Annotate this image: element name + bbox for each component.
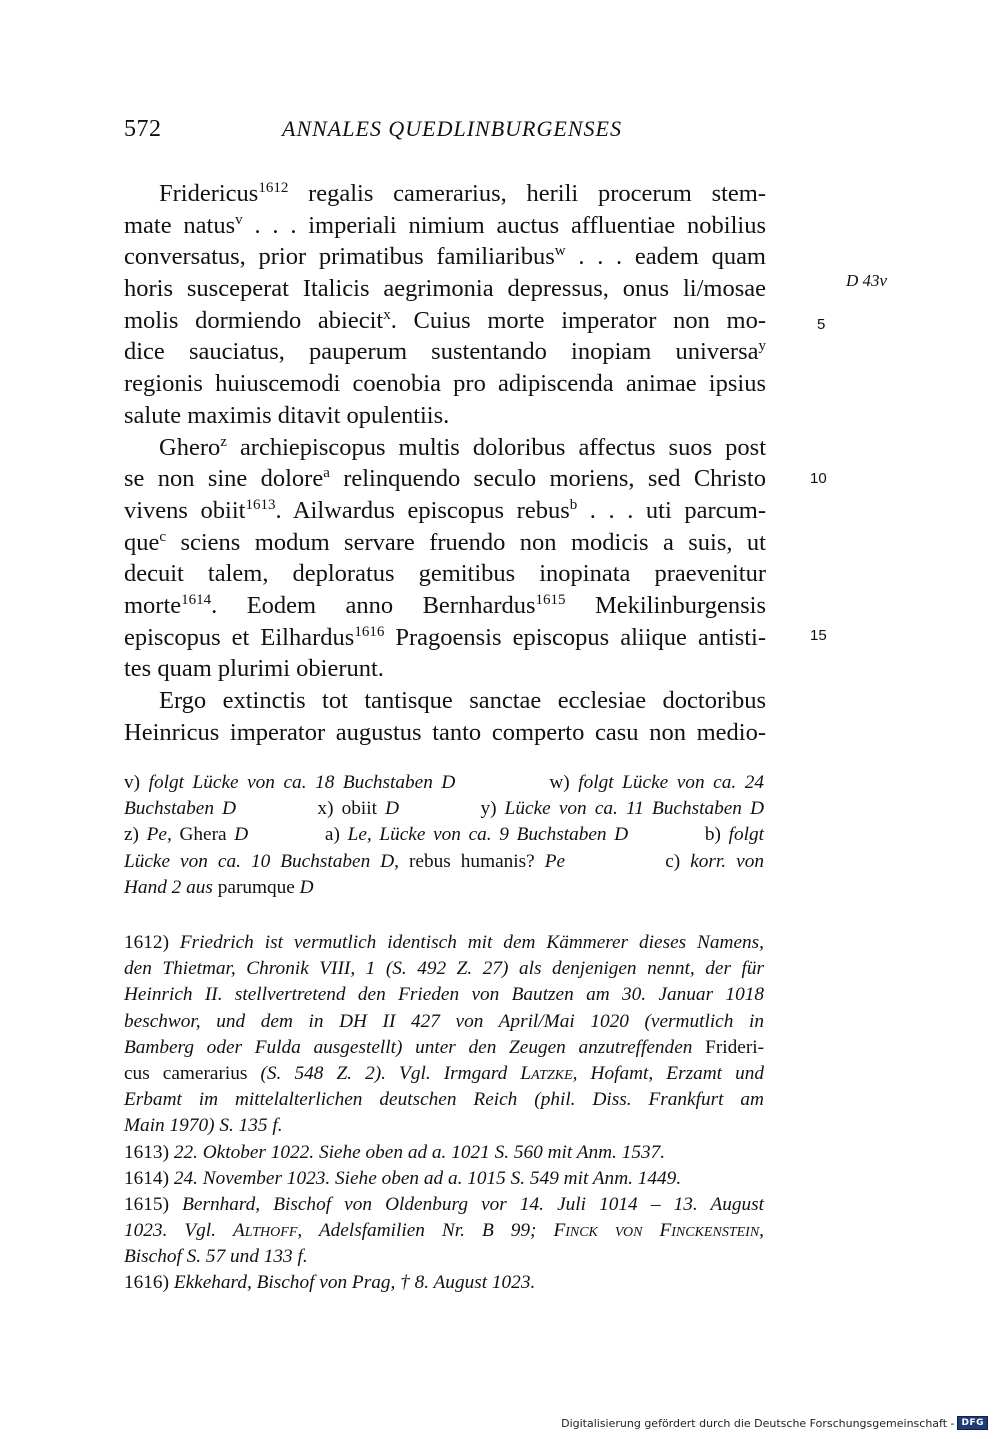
main-text-line: que$^c$ sciens modum servare fruendo non modicis a suis, ut <box>124 528 766 556</box>
footnote-line: 1023. Vgl. Althoff, Adelsfamilien Nr. B 99; Finck von Finckenstein, <box>124 1220 764 1242</box>
footnote-line: den Thietmar, Chronik VIII, 1 (S. 492 Z. 27) als denjenigen nennt, der für <box>124 958 764 980</box>
footnote-line: Bamberg oder Fulda ausgestellt) unter den Zeugen anzutreffenden Frideri- <box>124 1036 765 1058</box>
main-text-line: molis dormiendo abiecit$^x$. Cuius morte imperator non mo- <box>124 306 766 334</box>
footnote-line: 1614) 24. November 1023. Siehe oben ad a. 1015 S. 549 mit Anm. 1449. <box>124 1167 682 1189</box>
apparatus-line: Hand 2 aus parumque D <box>124 876 314 898</box>
footnote-line: Main 1970) S. 135 f. <box>124 1115 283 1137</box>
main-text-line: tes quam plurimi obierunt. <box>124 655 384 683</box>
footnote-line: 1613) 22. Oktober 1022. Siehe oben ad a. 1021 S. 560 mit Anm. 1537. <box>124 1141 666 1163</box>
footnote-line: Heinrich II. stellvertretend den Frieden von Bautzen am 30. Januar 1018 <box>124 984 764 1006</box>
main-text-line: salute maximis ditavit opulentiis. <box>124 401 450 429</box>
footnotes <box>124 930 764 1297</box>
line-number: 5 <box>817 316 826 333</box>
main-text-line: episcopus et Eilhardus$^{1616}$ Pragoensis episcopus aliique antisti- <box>124 623 767 651</box>
main-text-line: Fridericus$^{1612}$ regalis camerarius, herili procerum stem- <box>159 180 766 207</box>
main-text-line: conversatus, prior primatibus familiaribus$^w$ . . . eadem quam <box>124 243 766 271</box>
manuscript-sigil: D 43v <box>846 271 888 290</box>
running-title: ANNALES QUEDLINBURGENSES <box>282 116 622 141</box>
line-number: 15 <box>810 627 827 644</box>
footnote-line: 1615) Bernhard, Bischof von Oldenburg vor 14. Juli 1014 – 13. August <box>124 1193 764 1215</box>
footnote-line: 1616) Ekkehard, Bischof von Prag, † 8. August 1023. <box>124 1272 536 1294</box>
footnote-line: cus camerarius (S. 548 Z. 2). Vgl. Irmgard Latzke, Hofamt, Erzamt und <box>124 1062 765 1084</box>
apparatus-line: Buchstaben D x) obiit D y) Lücke von ca. 11 Buchstaben D <box>124 798 764 820</box>
main-text-line: se non sine dolore$^a$ relinquendo seculo moriens, sed Christo <box>124 465 766 493</box>
apparatus-line: z) Pe, Ghera D a) Le, Lücke von ca. 9 Buchstaben D b) folgt <box>124 824 764 846</box>
main-text-line: Ghero$^z$ archiepiscopus multis doloribus affectus suos post <box>159 433 766 461</box>
critical-apparatus <box>124 770 764 901</box>
main-text-line: Heinricus imperator augustus tanto comperto casu non medio- <box>124 718 766 746</box>
apparatus-line: Lücke von ca. 10 Buchstaben D, rebus humanis? Pe c) korr. von <box>124 850 764 872</box>
main-text-line: Ergo extinctis tot tantisque sanctae ecclesiae doctoribus <box>159 687 766 714</box>
page-number: 572 <box>124 116 162 142</box>
line-number: 10 <box>810 470 827 487</box>
main-text-line: horis susceperat Italicis aegrimonia depressus, onus li/mosae <box>124 275 766 303</box>
main-text-line: dice sauciatus, pauperum sustentando inopiam universa$^y$ <box>124 338 766 366</box>
footnote-line: Erbamt im mittelalterlichen deutschen Reich (phil. Diss. Frankfurt am <box>124 1089 764 1111</box>
main-text-line: regionis huiuscemodi coenobia pro adipiscenda animae ipsius <box>124 370 766 398</box>
footnote-line: Bischof S. 57 und 133 f. <box>124 1246 308 1268</box>
main-text-line: mate natus$^v$ . . . imperiali nimium auctus affluentiae nobilius <box>124 211 766 239</box>
main-text <box>124 178 766 748</box>
apparatus-line: v) folgt Lücke von ca. 18 Buchstaben D w) folgt Lücke von ca. 24 <box>124 772 764 793</box>
main-text-line: morte$^{1614}$. Eodem anno Bernhardus$^{1615}$ Mekilinburgensis <box>124 591 767 619</box>
digitization-credit <box>561 1416 988 1430</box>
main-text-line: vivens obiit$^{1613}$. Ailwardus episcopus rebus$^b$ . . . uti parcum- <box>124 496 766 524</box>
dfg-logo: DFG <box>957 1416 988 1430</box>
main-text-line: decuit talem, deploratus gemitibus inopinata praevenitur <box>124 560 766 588</box>
footnote-line: beschwor, und dem in DH II 427 von April/Mai 1020 (vermutlich in <box>124 1010 764 1032</box>
credit-text: Digitalisierung gefördert durch die Deutsche Forschungsgemeinschaft - <box>561 1416 955 1430</box>
footnote-line: 1612) Friedrich ist vermutlich identisch mit dem Kämmerer dieses Namens, <box>124 932 764 953</box>
